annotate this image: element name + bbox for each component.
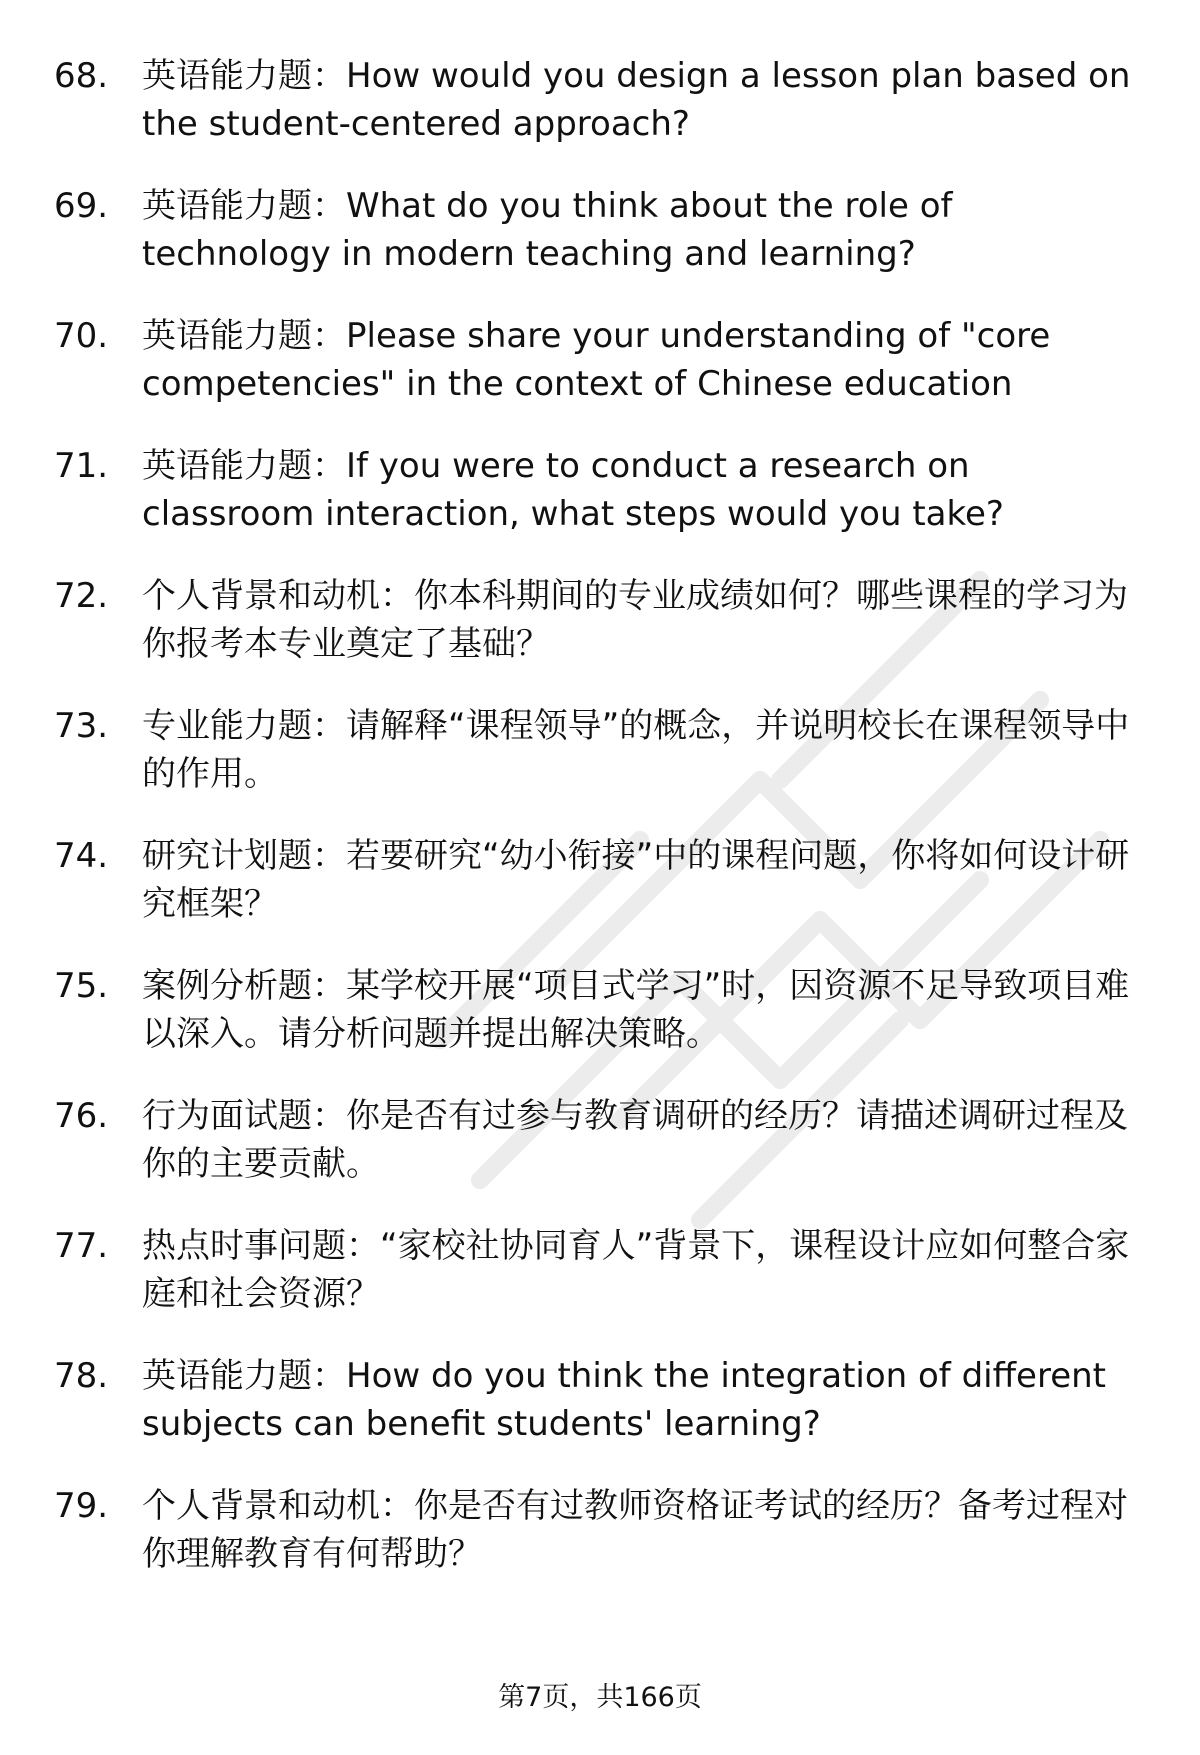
question-category: 英语能力题： [142, 186, 346, 226]
question-category: 研究计划题： [142, 836, 346, 876]
question-number: 69. [54, 186, 109, 226]
question-text: Please share your understanding of "core competencies" in the context of Chinese education [142, 316, 1051, 404]
question-category: 个人背景和动机： [142, 576, 414, 616]
question-text: 某学校开展“项目式学习”时，因资源不足导致项目难以深入。请分析问题并提出解决策略。 [142, 966, 1130, 1054]
question-number: 73. [54, 706, 109, 746]
question-number: 72. [54, 576, 109, 616]
question-number: 75. [54, 966, 109, 1006]
question-body [142, 572, 1144, 668]
question-category: 热点时事问题： [142, 1226, 380, 1266]
question-category: 英语能力题： [142, 316, 346, 356]
question-number: 74. [54, 836, 109, 876]
question-item [54, 832, 1144, 928]
question-item [54, 442, 1144, 538]
question-category: 案例分析题： [142, 966, 346, 1006]
question-category: 英语能力题： [142, 446, 346, 486]
question-item [54, 962, 1144, 1058]
question-text: 你是否有过参与教育调研的经历？请描述调研过程及你的主要贡献。 [142, 1096, 1128, 1184]
question-category: 行为面试题： [142, 1096, 346, 1136]
question-body [142, 442, 1144, 538]
question-body [142, 1092, 1144, 1188]
question-body [142, 52, 1144, 148]
question-item [54, 1092, 1144, 1188]
question-text: How would you design a lesson plan based on the student-centered approach? [142, 56, 1131, 144]
question-body [142, 1482, 1144, 1578]
question-item [54, 1482, 1144, 1578]
question-number: 77. [54, 1226, 109, 1266]
question-number: 78. [54, 1356, 109, 1396]
question-item [54, 1222, 1144, 1318]
question-category: 个人背景和动机： [142, 1486, 414, 1526]
question-body [142, 702, 1144, 798]
question-item [54, 182, 1144, 278]
question-body [142, 832, 1144, 928]
question-category: 专业能力题： [142, 706, 346, 746]
question-number: 68. [54, 56, 109, 96]
question-text: 你是否有过教师资格证考试的经历？备考过程对你理解教育有何帮助？ [142, 1486, 1128, 1574]
question-text: 若要研究“幼小衔接”中的课程问题，你将如何设计研究框架？ [142, 836, 1130, 924]
question-category: 英语能力题： [142, 56, 346, 96]
question-body [142, 962, 1144, 1058]
page-footer [0, 1678, 1200, 1718]
question-item [54, 572, 1144, 668]
question-text: 你本科期间的专业成绩如何？哪些课程的学习为你报考本专业奠定了基础？ [142, 576, 1128, 664]
question-body [142, 312, 1144, 408]
question-number: 70. [54, 316, 109, 356]
page-number-label: 第7页，共166页 [498, 1682, 702, 1713]
question-item [54, 702, 1144, 798]
question-number: 76. [54, 1096, 109, 1136]
question-text: “家校社协同育人”背景下，课程设计应如何整合家庭和社会资源？ [142, 1226, 1130, 1314]
question-body [142, 182, 1144, 278]
question-text: 请解释“课程领导”的概念，并说明校长在课程领导中的作用。 [142, 706, 1130, 794]
question-item [54, 312, 1144, 408]
question-text: How do you think the integration of different subjects can benefit students' learning? [142, 1356, 1106, 1444]
question-item [54, 1352, 1144, 1448]
question-number: 79. [54, 1486, 109, 1526]
question-body [142, 1222, 1144, 1318]
question-list [54, 52, 1144, 1612]
question-text: What do you think about the role of technology in modern teaching and learning? [142, 186, 953, 274]
question-body [142, 1352, 1144, 1448]
question-item [54, 52, 1144, 148]
question-text: If you were to conduct a research on classroom interaction, what steps would you take? [142, 446, 1004, 534]
question-number: 71. [54, 446, 109, 486]
question-category: 英语能力题： [142, 1356, 346, 1396]
